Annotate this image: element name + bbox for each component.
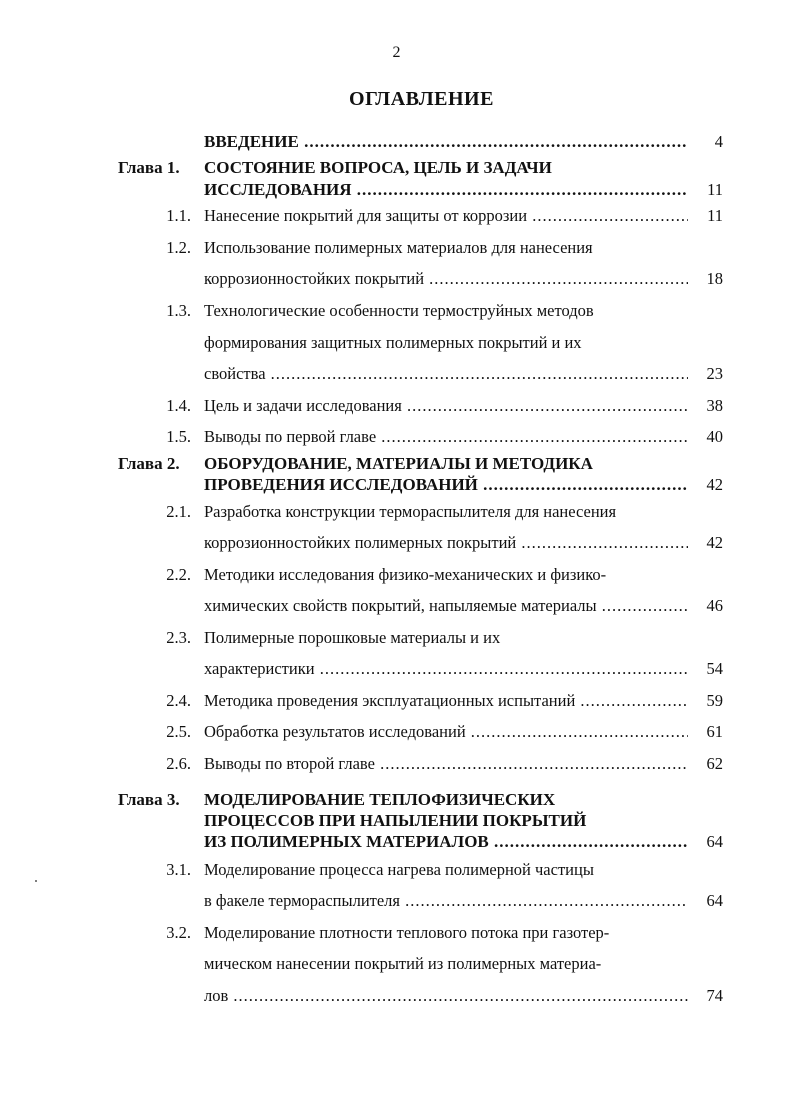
toc-entry-title: Разработка конструкции термораспылителя для нанесения [204,502,617,521]
toc-entry-title: ИЗ ПОЛИМЕРНЫХ МАТЕРИАЛОВ ..... [204,832,688,852]
toc-page-number: 23 [706,364,723,383]
toc-page-number: 62 [706,754,723,773]
toc-entry-title: Методика проведения эксплуатационных испытаний ..... [204,691,688,711]
section-number: 1.5. [166,427,191,446]
chapter-label: Глава 1. [118,158,180,177]
section-number: 2.4. [166,691,191,710]
toc-entry-title: Моделирование плотности теплового потока при газотер- [204,923,610,942]
toc-page-number: 59 [706,691,723,710]
toc-page-number: 4 [714,132,723,151]
section-number: 2.2. [166,565,191,584]
toc-entry-title: характеристики ..... [204,659,688,679]
toc-entry-title: ИССЛЕДОВАНИЯ ..... [204,180,688,200]
page-number: 2 [392,44,401,61]
toc-page-number: 42 [706,475,723,494]
chapter-label: Глава 3. [118,790,180,809]
toc-entry-title: в факеле термораспылителя ..... [204,891,688,911]
toc-entry-title: коррозионностойких покрытий ..... [204,269,688,289]
toc-page-number: 18 [706,269,723,288]
toc-page-number: 42 [706,533,723,552]
toc-entry-title: ОБОРУДОВАНИЕ, МАТЕРИАЛЫ И МЕТОДИКА [204,454,593,473]
toc-entry-title: Методики исследования физико-механических и физико- [204,565,607,584]
toc-entry-title: формирования защитных полимерных покрытий и их [204,333,582,352]
section-number: 1.2. [166,238,191,257]
toc-entry-title: Выводы по второй главе ..... [204,754,688,774]
toc-entry-title: ВВЕДЕНИЕ ..... [204,132,688,152]
section-number: 1.4. [166,396,191,415]
toc-entry-title: Использование полимерных материалов для нанесения [204,238,593,257]
section-number: 2.1. [166,502,191,521]
toc-entry-title: Моделирование процесса нагрева полимерной частицы [204,860,594,879]
toc-entry-title: химических свойств покрытий, напыляемые материалы ..... [204,596,688,616]
toc-entry-title: Полимерные порошковые материалы и их [204,628,501,647]
toc-page-number: 38 [706,396,723,415]
toc-page-number: 11 [707,180,723,199]
toc-page-number: 54 [706,659,723,678]
toc-entry-title: Выводы по первой главе ..... [204,427,688,447]
toc-page-number: 61 [706,722,723,741]
section-number: 3.2. [166,923,191,942]
toc-page-number: 64 [706,832,723,851]
toc-entry-title: Нанесение покрытий для защиты от коррозии ..... [204,206,688,226]
toc-entry-title: МОДЕЛИРОВАНИЕ ТЕПЛОФИЗИЧЕСКИХ [204,790,556,809]
section-number: 2.3. [166,628,191,647]
toc-entry-title: СОСТОЯНИЕ ВОПРОСА, ЦЕЛЬ И ЗАДАЧИ [204,158,552,177]
toc-entry-title: ПРОЦЕССОВ ПРИ НАПЫЛЕНИИ ПОКРЫТИЙ [204,811,587,830]
toc-page-number: 11 [707,206,723,225]
toc-page-number: 74 [706,986,723,1005]
section-number: 1.1. [166,206,191,225]
toc-page-number: 46 [706,596,723,615]
toc-entry-title: свойства ..... [204,364,688,384]
toc-entry-title: коррозионностойких полимерных покрытий ..... [204,533,688,553]
chapter-label: Глава 2. [118,454,180,473]
toc-entry-title: лов ..... [204,986,688,1006]
section-number: 1.3. [166,301,191,320]
toc-entry-title: Технологические особенности термоструйных методов [204,301,594,320]
toc-entry-title: ПРОВЕДЕНИЯ ИССЛЕДОВАНИЙ ..... [204,475,688,495]
toc-entry-title: мическом нанесении покрытий из полимерных материа- [204,954,602,973]
toc-page-number: 40 [706,427,723,446]
page-title: ОГЛАВЛЕНИЕ [349,88,494,110]
section-number: 2.6. [166,754,191,773]
scan-speck [35,880,37,882]
toc-page-number: 64 [706,891,723,910]
toc-entry-title: Обработка результатов исследований ..... [204,722,688,742]
section-number: 3.1. [166,860,191,879]
section-number: 2.5. [166,722,191,741]
toc-entry-title: Цель и задачи исследования ..... [204,396,688,416]
